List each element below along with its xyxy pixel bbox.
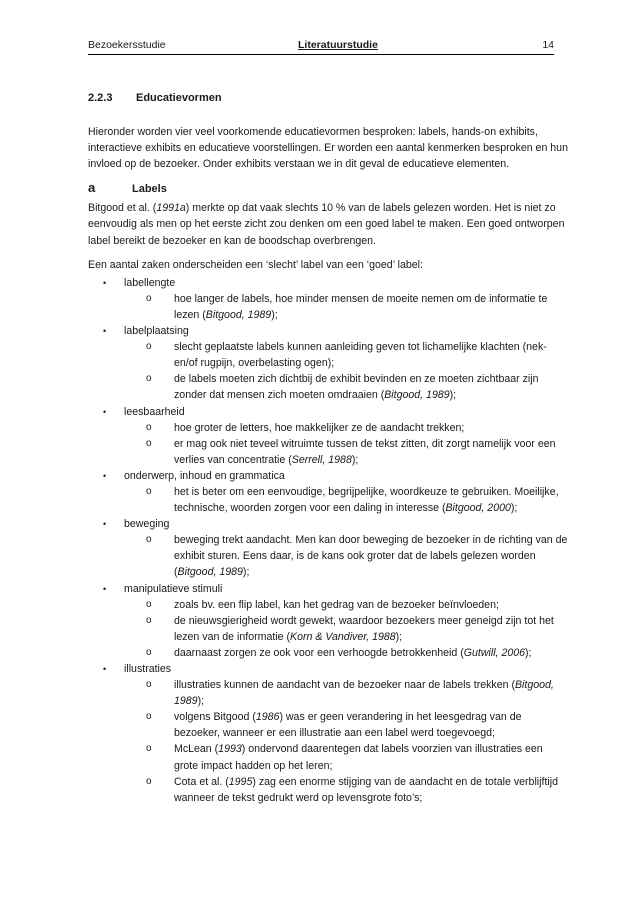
- circle-bullet-icon: o: [146, 743, 152, 755]
- item-label: beweging: [124, 518, 170, 531]
- list-item-leesbaarheid: [88, 404, 568, 468]
- item-label: labellengte: [124, 276, 176, 289]
- sub-item: [124, 774, 568, 806]
- sub-item: [124, 645, 568, 661]
- text-run: Cota et al. (: [174, 775, 229, 788]
- text-run: ) merkte op dat vaak slechts 10 % van de labels gelezen worden. Het is niet zo eenvoudig als men op het eerste zicht zou denken om een goed label te maken. Een goed ontworpen label bereikt de bezoeker en kan de boodschap overbrengen.: [88, 202, 565, 247]
- text-run: );: [395, 630, 403, 643]
- text-run: McLean (: [174, 743, 219, 756]
- header-chapter-title: Literatuurstudie: [298, 39, 378, 51]
- bullet-icon: •: [103, 664, 107, 674]
- sub-item: [124, 597, 568, 613]
- sub-item: [124, 709, 568, 741]
- sub-item: [124, 436, 568, 468]
- circle-bullet-icon: o: [146, 421, 152, 433]
- page-body: [88, 90, 568, 806]
- text-run: de nieuwsgierigheid wordt gewekt, waardoor bezoekers meer geneigd zijn tot het lezen van de informatie (: [174, 614, 554, 643]
- citation: Bitgood, 1989: [205, 308, 272, 321]
- section-title: Educatievormen: [136, 92, 222, 104]
- text-run: daarnaast zorgen ze ook voor een verhoogde betrokkenheid (: [174, 646, 464, 659]
- citation: Korn & Vandiver, 1988: [290, 630, 396, 643]
- text-run: hoe langer de labels, hoe minder mensen de moeite nemen om de informatie te lezen (: [174, 292, 548, 321]
- text-run: ) was er geen verandering in het leesgedrag van de bezoeker, wanneer er een illustratie aan een label werd toegevoegd;: [174, 711, 522, 740]
- text-run: );: [271, 308, 278, 321]
- text-run: er mag ook niet teveel witruimte tussen de tekst zitten, dit zorgt namelijk voor een verlies van concentratie (: [174, 437, 556, 466]
- bullet-icon: •: [103, 406, 107, 417]
- text-run: ) zag een enorme stijging van de aandacht en de totale verblijftijd wanneer de tekst gedrukt werd op levensgrote foto’s;: [174, 775, 558, 804]
- text-run: illustraties kunnen de aandacht van de bezoeker naar de labels trekken (: [174, 679, 515, 692]
- section-number: 2.2.3: [88, 92, 113, 104]
- page-header: [88, 38, 554, 55]
- item-label: manipulatieve stimuli: [124, 582, 223, 595]
- criteria-list: [88, 275, 568, 806]
- sub-list: [124, 484, 568, 516]
- bullet-icon: •: [103, 326, 107, 337]
- sub-list: [124, 339, 568, 403]
- bullet-icon: •: [103, 277, 107, 288]
- item-label: labelplaatsing: [124, 325, 189, 338]
- sub-item: [124, 291, 568, 323]
- page-number: 14: [542, 39, 554, 51]
- text-run: hoe groter de letters, hoe makkelijker ze de aandacht trekken;: [174, 421, 465, 434]
- bullet-icon: •: [103, 519, 107, 530]
- list-item-manipulatieve-stimuli: [88, 581, 568, 661]
- list-item-illustraties: [88, 661, 568, 806]
- sub-item: [124, 484, 568, 516]
- circle-bullet-icon: o: [146, 341, 152, 353]
- sub-item: [124, 613, 568, 645]
- text-run: zoals bv. een flip label, kan het gedrag van de bezoeker beïnvloeden;: [174, 598, 499, 611]
- circle-bullet-icon: o: [146, 614, 152, 626]
- circle-bullet-icon: o: [146, 598, 152, 610]
- circle-bullet-icon: o: [146, 437, 152, 449]
- list-item-beweging: [88, 516, 568, 580]
- text-run: beweging trekt aandacht. Men kan door beweging de bezoeker in de richting van de exhibit sturen. Eens daar, is de kans ook groter dat de labels gelezen worden (: [174, 534, 568, 579]
- item-label: leesbaarheid: [124, 405, 185, 418]
- citation: Bitgood, 1989: [177, 566, 243, 579]
- sub-list: [124, 532, 568, 580]
- citation: Bitgood, 1989: [384, 389, 450, 402]
- citation: 1995: [228, 775, 253, 788]
- bullet-icon: •: [103, 470, 107, 481]
- labels-paragraph: [88, 200, 568, 248]
- item-label: illustraties: [124, 663, 172, 675]
- text-run: );: [242, 566, 250, 579]
- circle-bullet-icon: o: [146, 292, 152, 304]
- circle-bullet-icon: o: [146, 679, 152, 691]
- list-item-labellengte: [88, 275, 568, 323]
- citation: 1986: [255, 711, 280, 724]
- text-run: );: [525, 646, 532, 659]
- list-intro: Een aantal zaken onderscheiden een ‘slecht’ label van een ‘goed’ label:: [88, 258, 423, 271]
- circle-bullet-icon: o: [146, 373, 152, 385]
- text-run: de labels moeten zich dichtbij de exhibit bevinden en ze moeten zichtbaar zijn zonder dat mensen zich moeten omdraaien (: [174, 373, 539, 402]
- item-label: onderwerp, inhoud en grammatica: [124, 469, 285, 482]
- citation: 1993: [218, 743, 242, 756]
- text-run: slecht geplaatste labels kunnen aanleiding geven tot lichamelijke klachten (nek- en/of rugpijn, overbelasting ogen);: [174, 341, 547, 370]
- circle-bullet-icon: o: [146, 534, 152, 546]
- subsection-heading: [88, 180, 568, 197]
- section-heading: [88, 90, 568, 106]
- sub-item: [124, 339, 568, 371]
- citation: Serrell, 1988: [291, 453, 352, 466]
- text-run: ) ondervond daarentegen dat labels voorzien van illustraties een grote impact hadden op het leren;: [174, 743, 543, 772]
- text-run: volgens Bitgood (: [174, 711, 256, 724]
- sub-item: [124, 371, 568, 403]
- text-run: Bitgood et al. (: [88, 202, 157, 215]
- sub-list: [124, 291, 568, 323]
- text-run: );: [449, 389, 457, 402]
- sub-item: [124, 532, 568, 580]
- circle-bullet-icon: o: [146, 485, 152, 497]
- sub-item: [124, 420, 568, 436]
- sub-item: [124, 741, 568, 773]
- subsection-letter: a: [88, 180, 96, 196]
- circle-bullet-icon: o: [146, 711, 152, 723]
- citation: Gutwill, 2006: [463, 646, 526, 659]
- sub-list: [124, 597, 568, 661]
- subsection-title: Labels: [132, 183, 167, 196]
- citation: Bitgood, 2000: [445, 502, 511, 515]
- intro-paragraph: Hieronder worden vier veel voorkomende educatievormen besproken: labels, hands-on exhibits, interactieve exhibits en educatieve voorstellingen. Er worden een aantal kenmerken besproken en hun invloed op de bezoeker. Onder exhibits verstaan we in dit geval de educatieve elementen.: [88, 126, 568, 171]
- list-item-labelplaatsing: [88, 323, 568, 403]
- sub-item: [124, 677, 568, 709]
- text-run: );: [510, 502, 518, 515]
- circle-bullet-icon: o: [146, 775, 152, 787]
- header-left-title: Bezoekersstudie: [88, 39, 166, 51]
- sub-list: [124, 677, 568, 806]
- bullet-icon: •: [103, 583, 107, 594]
- citation: 1991a: [156, 202, 186, 215]
- list-item-onderwerp: [88, 468, 568, 516]
- text-run: het is beter om een eenvoudige, begrijpelijke, woordkeuze te gebruiken. Moeilijke, technische, woorden zorgen voor een daling in interesse (: [174, 485, 559, 515]
- circle-bullet-icon: o: [146, 646, 152, 658]
- text-run: );: [351, 453, 359, 466]
- citation: Bitgood, 1989: [174, 679, 554, 708]
- sub-list: [124, 420, 568, 468]
- text-run: );: [197, 695, 205, 708]
